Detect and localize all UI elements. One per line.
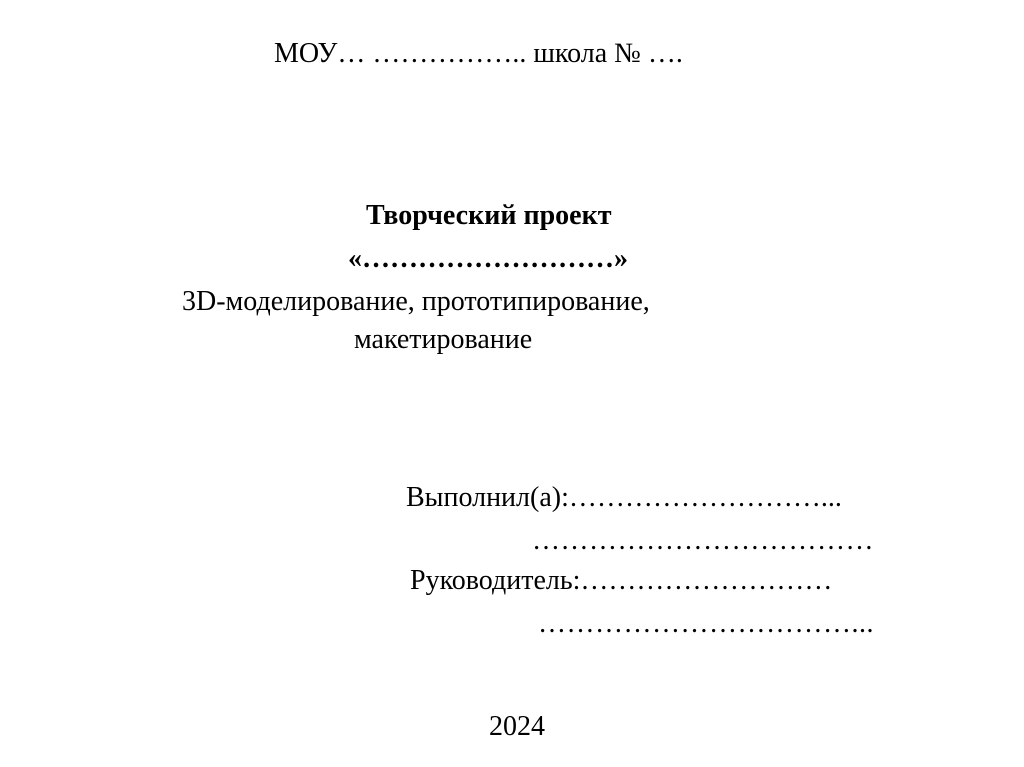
project-title: Творческий проект (366, 200, 612, 231)
project-subtitle-line1: 3D-моделирование, прототипирование, (182, 286, 650, 317)
school-line: МОУ… …………….. школа № …. (274, 38, 683, 69)
performed-by-continuation: ……………………………… (532, 525, 874, 556)
project-name-placeholder: «………………………» (348, 243, 628, 274)
project-subtitle-line2: макетирование (354, 324, 533, 355)
supervisor-continuation: ……………………………... (538, 608, 874, 639)
year: 2024 (489, 711, 545, 742)
supervisor-line: Руководитель:……………………… (410, 565, 833, 596)
performed-by-line: Выполнил(а):………………………... (406, 482, 842, 513)
